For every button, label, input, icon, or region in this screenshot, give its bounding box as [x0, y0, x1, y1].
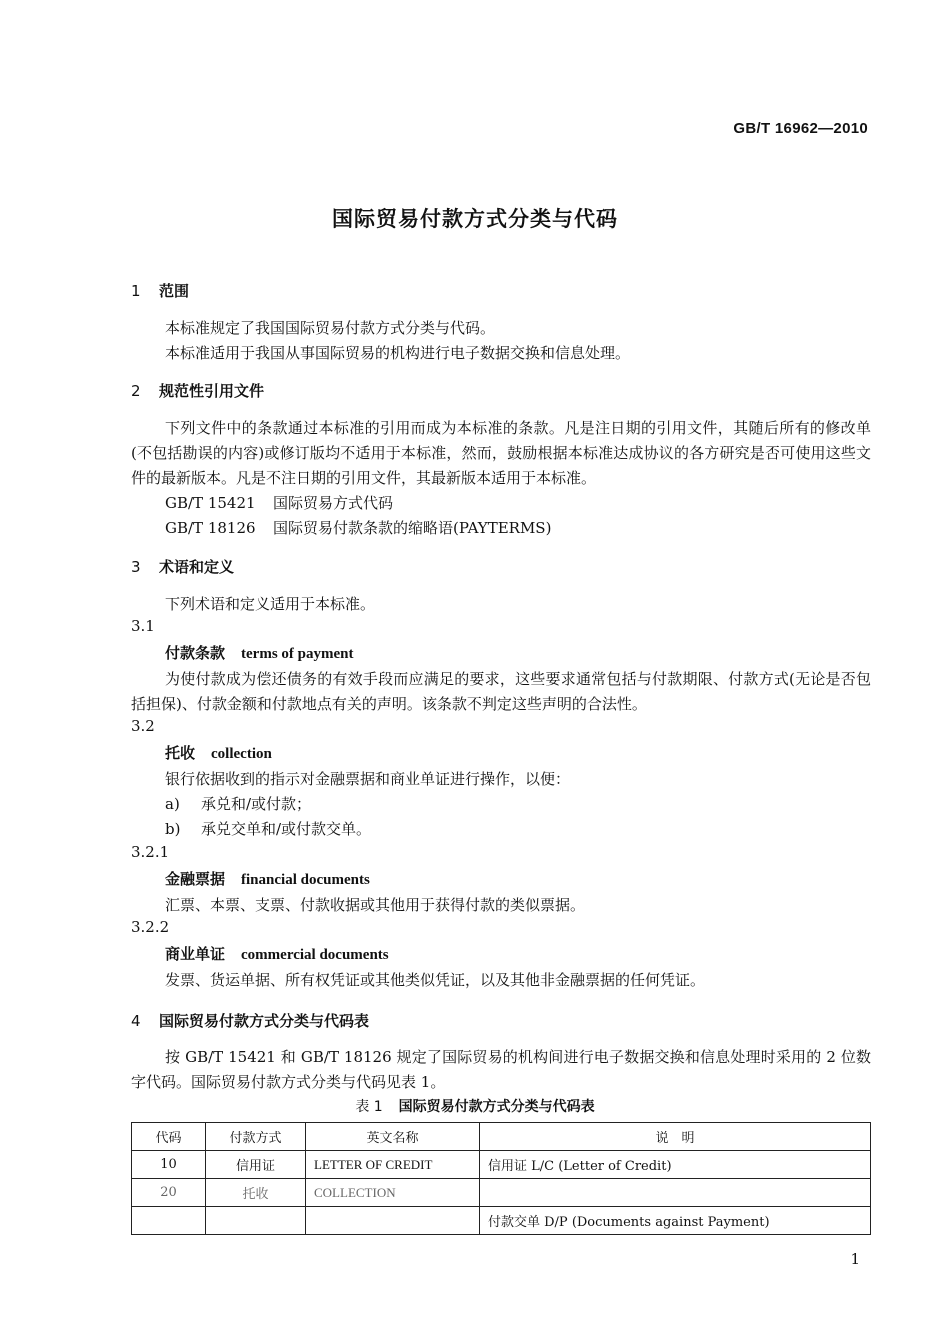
table-header-row	[132, 1123, 871, 1151]
reference-item	[165, 491, 393, 516]
code-cell	[132, 1207, 206, 1235]
reference-title: 国际贸易方式代码	[273, 494, 394, 512]
term-cn: 托收	[165, 744, 196, 762]
reference-code: GB/T 18126	[165, 519, 256, 537]
section-1-paragraph-2: 本标准适用于我国从事国际贸易的机构进行电子数据交换和信息处理。	[165, 344, 631, 362]
code-cell: 10	[132, 1151, 206, 1179]
term-cn: 商业单证	[165, 945, 226, 963]
list-marker: b)	[165, 820, 181, 838]
term-heading	[165, 868, 370, 889]
section-number: 1	[131, 282, 141, 300]
method-cell: 托收	[206, 1179, 306, 1207]
section-2-paragraph: 下列文件中的条款通过本标准的引用而成为本标准的条款。凡是注日期的引用文件，其随后所有的修改单(不包括勘误的内容)或修订版均不适用于本标准，然而，鼓励根据本标准达成协议的各方研究是否可使用这些文件的最新版本。凡是不注日期的引用文件，其最新版本适用于本标准。	[131, 419, 871, 487]
clause-number: 3.2	[131, 717, 155, 735]
clause-number: 3.1	[131, 617, 155, 635]
reference-code: GB/T 15421	[165, 494, 256, 512]
term-en: commercial documents	[241, 947, 389, 963]
column-header: 代码	[132, 1123, 206, 1151]
table-row	[132, 1179, 871, 1207]
table-title: 国际贸易付款方式分类与代码表	[398, 1099, 595, 1115]
table-row	[132, 1207, 871, 1235]
description-cell	[480, 1179, 871, 1207]
term-en: collection	[211, 746, 272, 762]
description-cell: 付款交单 D/P (Documents against Payment)	[480, 1207, 871, 1235]
description-cell: 信用证 L/C (Letter of Credit)	[480, 1151, 871, 1179]
term-cn: 金融票据	[165, 870, 226, 888]
list-text: 承兑交单和/或付款交单。	[201, 820, 372, 838]
clause-number: 3.2.2	[131, 918, 170, 936]
list-marker: a)	[165, 795, 180, 813]
term-definition: 银行依据收到的指示对金融票据和商业单证进行操作，以便：	[165, 770, 571, 788]
english-name-cell	[306, 1207, 480, 1235]
section-4-paragraph: 按 GB/T 15421 和 GB/T 18126 规定了国际贸易的机构间进行电子数据交换和信息处理时采用的 2 位数字代码。国际贸易付款方式分类与代码见表 1。	[131, 1048, 871, 1091]
table-row	[132, 1151, 871, 1179]
reference-item	[165, 516, 551, 541]
section-title: 规范性引用文件	[159, 382, 265, 400]
term-heading	[165, 943, 389, 964]
list-text: 承兑和/或付款；	[201, 795, 312, 813]
section-number: 2	[131, 382, 141, 400]
term-heading	[165, 742, 272, 763]
column-header: 英文名称	[306, 1123, 480, 1151]
english-name-cell: LETTER OF CREDIT	[306, 1151, 480, 1179]
list-item	[165, 818, 371, 839]
section-number: 3	[131, 558, 141, 576]
payment-code-table	[131, 1122, 871, 1235]
term-definition: 发票、货运单据、所有权凭证或其他类似凭证，以及其他非金融票据的任何凭证。	[165, 971, 706, 989]
column-header: 付款方式	[206, 1123, 306, 1151]
section-3-intro: 下列术语和定义适用于本标准。	[165, 595, 376, 613]
table-caption	[0, 1096, 950, 1116]
table-number: 表 1	[355, 1099, 383, 1115]
standard-number: GB/T 16962—2010	[733, 120, 868, 137]
section-title: 术语和定义	[159, 558, 235, 576]
section-number: 4	[131, 1012, 141, 1030]
section-title: 国际贸易付款方式分类与代码表	[159, 1012, 370, 1030]
reference-title: 国际贸易付款条款的缩略语(PAYTERMS)	[273, 519, 552, 537]
term-cn: 付款条款	[165, 644, 226, 662]
clause-number: 3.2.1	[131, 843, 170, 861]
method-cell: 信用证	[206, 1151, 306, 1179]
term-heading	[165, 642, 354, 663]
section-title: 范围	[159, 282, 190, 300]
term-en: financial documents	[241, 872, 370, 888]
section-3-heading	[131, 556, 234, 577]
term-definition: 汇票、本票、支票、付款收据或其他用于获得付款的类似票据。	[165, 896, 586, 914]
term-definition: 为使付款成为偿还债务的有效手段而应满足的要求，这些要求通常包括与付款期限、付款方式(无论是否包括担保)、付款金额和付款地点有关的声明。该条款不判定这些声明的合法性。	[131, 670, 871, 713]
section-4-heading	[131, 1010, 369, 1031]
document-title: 国际贸易付款方式分类与代码	[332, 207, 618, 231]
list-item	[165, 793, 311, 814]
section-2-heading	[131, 380, 264, 401]
column-header: 说 明	[480, 1123, 871, 1151]
english-name-cell: COLLECTION	[306, 1179, 480, 1207]
method-cell	[206, 1207, 306, 1235]
section-1-paragraph-1: 本标准规定了我国国际贸易付款方式分类与代码。	[165, 319, 496, 337]
code-cell: 20	[132, 1179, 206, 1207]
section-1-heading	[131, 280, 189, 301]
page-number: 1	[850, 1250, 860, 1268]
term-en: terms of payment	[241, 646, 354, 662]
